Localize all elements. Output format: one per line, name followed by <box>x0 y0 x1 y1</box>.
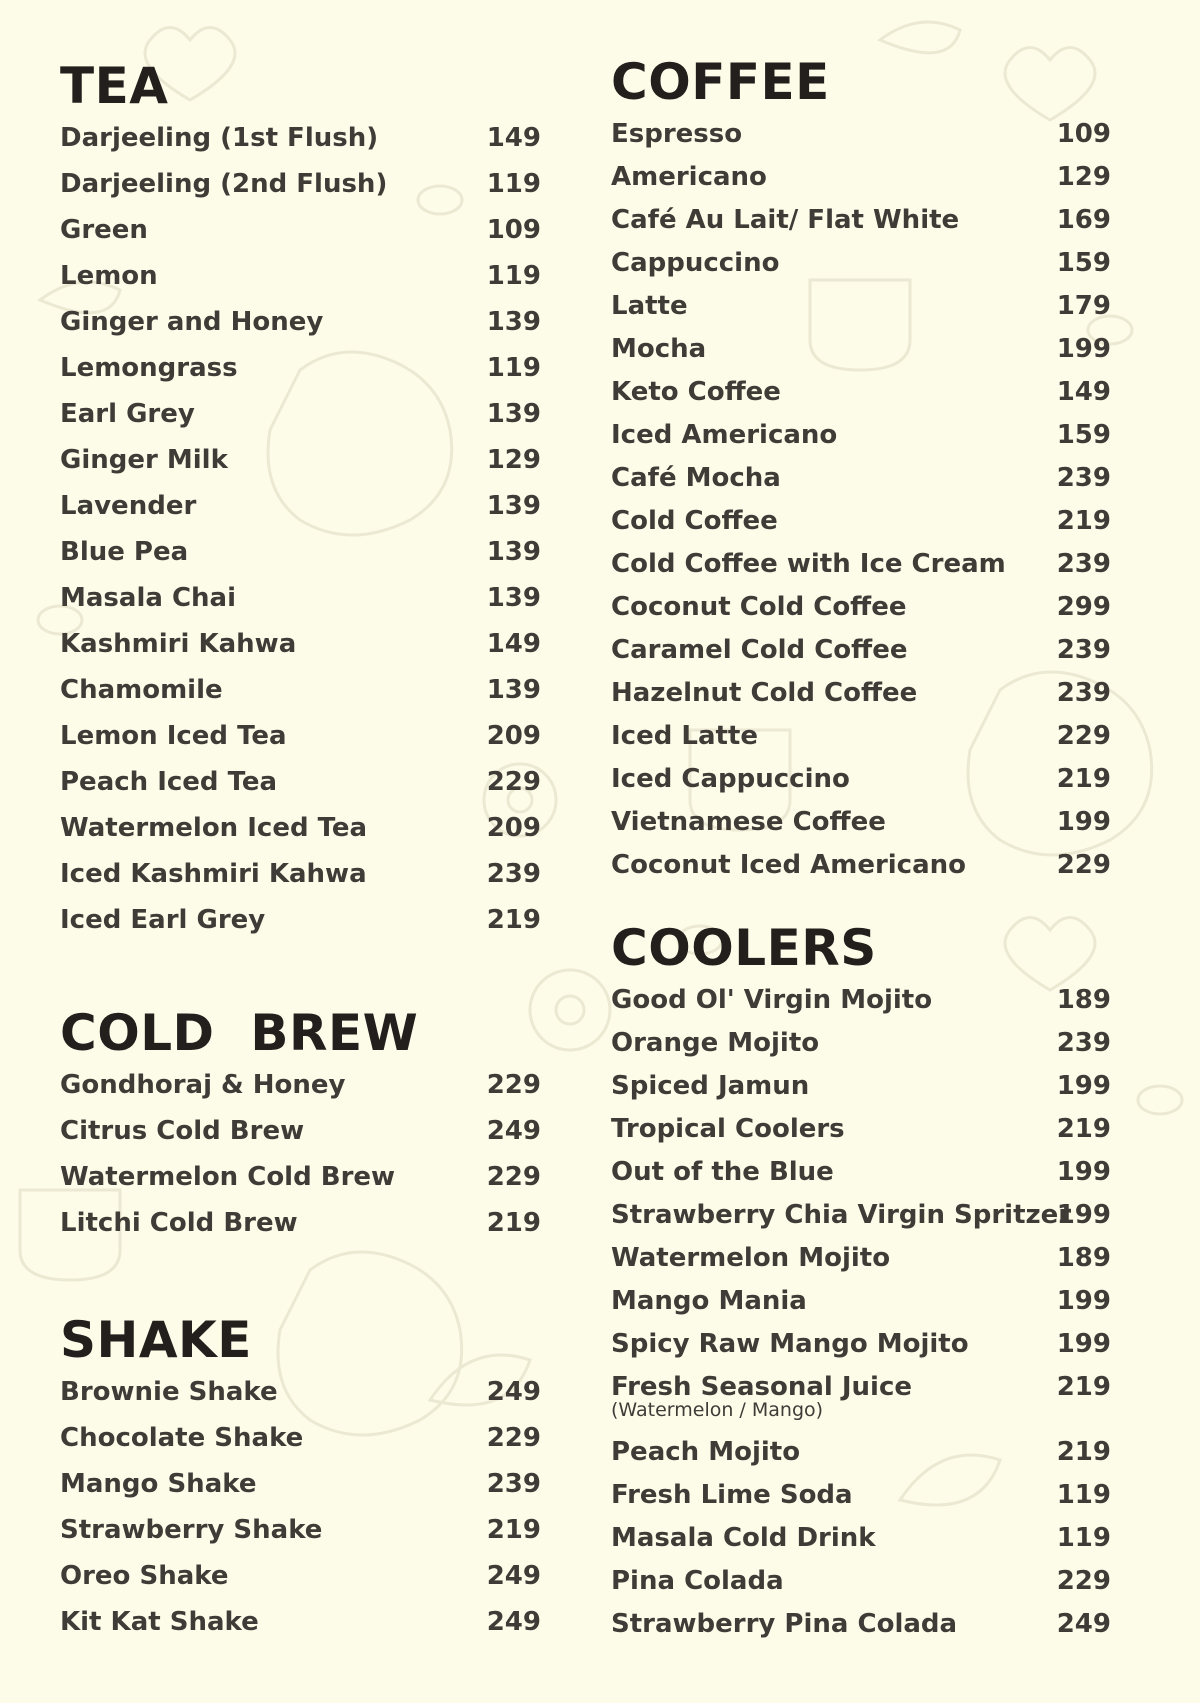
menu-item-price: 229 <box>486 767 541 797</box>
menu-item-name: Lemon Iced Tea <box>60 721 287 751</box>
menu-item <box>611 1436 1121 1468</box>
menu-item-price: 149 <box>486 123 541 153</box>
menu-item-price: 139 <box>486 583 541 613</box>
menu-item-price: 249 <box>486 1377 541 1407</box>
menu-item-price: 219 <box>1056 764 1111 794</box>
menu-item <box>611 462 1121 494</box>
menu-item-price: 119 <box>1056 1480 1111 1510</box>
menu-item <box>611 763 1121 795</box>
menu-item-name: Fresh Seasonal Juice <box>611 1372 912 1402</box>
menu-item-name: Coconut Iced Americano <box>611 850 967 880</box>
menu-item-name: Masala Chai <box>60 583 236 613</box>
menu-item-price: 139 <box>486 307 541 337</box>
menu-item-name: Lemon <box>60 261 158 291</box>
menu-item-name: Keto Coffee <box>611 377 781 407</box>
menu-item-price: 249 <box>486 1561 541 1591</box>
menu-item <box>611 161 1121 193</box>
menu-item <box>60 1069 550 1101</box>
menu-item <box>60 260 550 292</box>
menu-item-price: 119 <box>486 353 541 383</box>
menu-item-name: Americano <box>611 162 767 192</box>
menu-item-name: Café Au Lait/ Flat White <box>611 205 960 235</box>
menu-item <box>611 419 1121 451</box>
menu-item-name: Coconut Cold Coffee <box>611 592 907 622</box>
menu-item-name: Blue Pea <box>60 537 189 567</box>
menu-item-name: Darjeeling (2nd Flush) <box>60 169 388 199</box>
menu-item-name: Out of the Blue <box>611 1157 834 1187</box>
menu-item <box>611 720 1121 752</box>
coolers-section <box>611 920 1121 1651</box>
menu-item <box>60 1376 550 1408</box>
menu-item <box>611 1328 1121 1360</box>
menu-item-price: 209 <box>486 721 541 751</box>
menu-item-price: 229 <box>486 1162 541 1192</box>
menu-item-price: 129 <box>1056 162 1111 192</box>
menu-item-name: Chamomile <box>60 675 223 705</box>
menu-item <box>611 1156 1121 1188</box>
shake-section <box>60 1312 550 1652</box>
menu-item-price: 199 <box>1056 334 1111 364</box>
menu-item-name: Earl Grey <box>60 399 195 429</box>
menu-item-name: Watermelon Cold Brew <box>60 1162 396 1192</box>
menu-item-price: 219 <box>1056 1437 1111 1467</box>
menu-item-price: 249 <box>1056 1609 1111 1639</box>
menu-item <box>60 1560 550 1592</box>
menu-item <box>60 674 550 706</box>
menu-item <box>60 1422 550 1454</box>
menu-item-price: 229 <box>486 1423 541 1453</box>
menu-item <box>611 1113 1121 1145</box>
coffee-section <box>611 54 1121 892</box>
menu-item <box>611 376 1121 408</box>
menu-item-price: 219 <box>486 1208 541 1238</box>
coffee-title: COFFEE <box>611 53 830 111</box>
menu-item-name: Iced Kashmiri Kahwa <box>60 859 367 889</box>
menu-item-price: 159 <box>1056 420 1111 450</box>
menu-item-name: Hazelnut Cold Coffee <box>611 678 918 708</box>
menu-item-price: 139 <box>486 491 541 521</box>
menu-item-name: Watermelon Iced Tea <box>60 813 368 843</box>
shake-list <box>60 1376 550 1652</box>
menu-item-name: Peach Iced Tea <box>60 767 278 797</box>
menu-item-price: 139 <box>486 537 541 567</box>
menu-item-name: Ginger and Honey <box>60 307 324 337</box>
menu-item <box>60 1606 550 1638</box>
menu-item-price: 219 <box>1056 1372 1111 1402</box>
menu-item-name: Brownie Shake <box>60 1377 278 1407</box>
menu-item-name: Kashmiri Kahwa <box>60 629 297 659</box>
menu-item-price: 139 <box>486 399 541 429</box>
menu-item <box>611 1070 1121 1102</box>
menu-item <box>611 247 1121 279</box>
menu-item-price: 119 <box>486 261 541 291</box>
menu-item <box>60 812 550 844</box>
menu-item-note: (Watermelon / Mango) <box>611 1399 824 1421</box>
menu-item-name: Ginger Milk <box>60 445 228 475</box>
menu-item-name: Masala Cold Drink <box>611 1523 876 1553</box>
menu-item-price: 229 <box>486 1070 541 1100</box>
menu-item-price: 239 <box>486 1469 541 1499</box>
menu-item-price: 219 <box>486 1515 541 1545</box>
menu-item-price: 119 <box>486 169 541 199</box>
coolers-list <box>611 984 1121 1651</box>
menu-item-price: 239 <box>1056 1028 1111 1058</box>
menu-item-name: Fresh Lime Soda <box>611 1480 853 1510</box>
menu-item-name: Mango Shake <box>60 1469 257 1499</box>
menu-item-name: Mocha <box>611 334 707 364</box>
menu-item-name: Spicy Raw Mango Mojito <box>611 1329 969 1359</box>
menu-item <box>611 204 1121 236</box>
menu-item-price: 129 <box>486 445 541 475</box>
menu-item-name: Kit Kat Shake <box>60 1607 259 1637</box>
menu-item-price: 199 <box>1056 1200 1111 1230</box>
menu-item <box>60 444 550 476</box>
menu-item-name: Pina Colada <box>611 1566 784 1596</box>
menu-item-name: Tropical Coolers <box>611 1114 845 1144</box>
menu-item <box>60 1468 550 1500</box>
menu-item-name: Vietnamese Coffee <box>611 807 886 837</box>
menu-item-price: 109 <box>1056 119 1111 149</box>
menu-item-price: 219 <box>486 905 541 935</box>
menu-item <box>60 1514 550 1546</box>
menu-item <box>60 398 550 430</box>
menu-item <box>611 290 1121 322</box>
menu-item-price: 219 <box>1056 506 1111 536</box>
menu-item-price: 299 <box>1056 592 1111 622</box>
menu-item <box>611 1371 1121 1421</box>
menu-item <box>60 306 550 338</box>
menu-item-name: Strawberry Shake <box>60 1515 323 1545</box>
menu-item <box>611 677 1121 709</box>
menu-item <box>60 214 550 246</box>
menu-item-price: 189 <box>1056 985 1111 1015</box>
menu-item-name: Lavender <box>60 491 197 521</box>
coffee-list <box>611 118 1121 892</box>
tea-section <box>60 58 550 950</box>
menu-item-price: 239 <box>1056 635 1111 665</box>
cold-brew-section <box>60 1005 550 1253</box>
menu-item-price: 239 <box>1056 463 1111 493</box>
menu-item-name: Oreo Shake <box>60 1561 229 1591</box>
menu-item-price: 199 <box>1056 1071 1111 1101</box>
menu-item-name: Strawberry Pina Colada <box>611 1609 958 1639</box>
menu-item <box>60 582 550 614</box>
menu-item-price: 139 <box>486 675 541 705</box>
menu-item-name: Orange Mojito <box>611 1028 820 1058</box>
menu-item <box>60 858 550 890</box>
menu-item <box>611 118 1121 150</box>
menu-item-name: Cappuccino <box>611 248 780 278</box>
menu-item-price: 189 <box>1056 1243 1111 1273</box>
menu-item <box>611 806 1121 838</box>
menu-item-price: 219 <box>1056 1114 1111 1144</box>
menu-item-price: 199 <box>1056 1286 1111 1316</box>
menu-item <box>60 1207 550 1239</box>
menu-item-price: 199 <box>1056 1157 1111 1187</box>
menu-item <box>60 168 550 200</box>
menu-item-name: Iced Cappuccino <box>611 764 850 794</box>
menu-item <box>611 548 1121 580</box>
menu-item-price: 159 <box>1056 248 1111 278</box>
cold-brew-list <box>60 1069 550 1253</box>
menu-item-name: Iced Earl Grey <box>60 905 266 935</box>
menu-item-name: Chocolate Shake <box>60 1423 304 1453</box>
menu-item-price: 239 <box>1056 678 1111 708</box>
menu-item-name: Espresso <box>611 119 743 149</box>
menu-item-name: Latte <box>611 291 688 321</box>
menu-item-name: Peach Mojito <box>611 1437 801 1467</box>
menu-item-name: Caramel Cold Coffee <box>611 635 908 665</box>
menu-item <box>60 720 550 752</box>
menu-item <box>60 490 550 522</box>
menu-item-name: Good Ol' Virgin Mojito <box>611 985 933 1015</box>
menu-item <box>611 1522 1121 1554</box>
coolers-title: COOLERS <box>611 919 877 977</box>
menu-item-name: Cold Coffee <box>611 506 778 536</box>
menu-item-price: 149 <box>486 629 541 659</box>
menu-item-name: Watermelon Mojito <box>611 1243 891 1273</box>
menu-item-name: Citrus Cold Brew <box>60 1116 305 1146</box>
menu-item-price: 239 <box>486 859 541 889</box>
menu-item-price: 119 <box>1056 1523 1111 1553</box>
menu-item <box>60 766 550 798</box>
cold-brew-title: COLD BREW <box>60 1004 419 1062</box>
menu-item-price: 229 <box>1056 1566 1111 1596</box>
menu-item <box>611 1199 1121 1231</box>
menu-item-price: 149 <box>1056 377 1111 407</box>
menu-item-price: 109 <box>486 215 541 245</box>
menu-item-name: Litchi Cold Brew <box>60 1208 298 1238</box>
menu-item <box>611 1565 1121 1597</box>
menu-item-name: Iced Americano <box>611 420 838 450</box>
menu-item <box>611 1027 1121 1059</box>
menu-item <box>611 984 1121 1016</box>
menu-item-price: 229 <box>1056 721 1111 751</box>
menu-item-name: Green <box>60 215 148 245</box>
menu-item <box>611 634 1121 666</box>
menu-item <box>611 1285 1121 1317</box>
shake-title: SHAKE <box>60 1311 252 1369</box>
menu-item-price: 249 <box>486 1607 541 1637</box>
menu-item <box>611 849 1121 881</box>
menu-item <box>60 1161 550 1193</box>
menu-item-name: Cold Coffee with Ice Cream <box>611 549 1006 579</box>
menu-item <box>611 1479 1121 1511</box>
menu-item <box>60 1115 550 1147</box>
menu-item-name: Gondhoraj & Honey <box>60 1070 346 1100</box>
menu-item <box>611 505 1121 537</box>
menu-item-name: Mango Mania <box>611 1286 807 1316</box>
menu-item <box>611 1242 1121 1274</box>
menu-item-price: 199 <box>1056 1329 1111 1359</box>
menu-item <box>611 591 1121 623</box>
menu-item-name: Darjeeling (1st Flush) <box>60 123 379 153</box>
menu-item <box>60 904 550 936</box>
menu-item-price: 239 <box>1056 549 1111 579</box>
menu-item-price: 249 <box>486 1116 541 1146</box>
menu-item <box>611 333 1121 365</box>
menu-item-name: Café Mocha <box>611 463 781 493</box>
tea-list <box>60 122 550 950</box>
menu-item-name: Iced Latte <box>611 721 758 751</box>
menu-item <box>60 122 550 154</box>
menu-item-price: 169 <box>1056 205 1111 235</box>
menu-item-price: 179 <box>1056 291 1111 321</box>
menu-item-price: 199 <box>1056 807 1111 837</box>
menu-item <box>60 536 550 568</box>
menu-item-name: Spiced Jamun <box>611 1071 810 1101</box>
tea-title: TEA <box>60 57 169 115</box>
menu-item <box>60 352 550 384</box>
menu-item-price: 229 <box>1056 850 1111 880</box>
menu-item-name: Lemongrass <box>60 353 238 383</box>
menu-item <box>60 628 550 660</box>
menu-item-name: Strawberry Chia Virgin Spritzer <box>611 1200 1072 1230</box>
menu-item-price: 209 <box>486 813 541 843</box>
menu-item <box>611 1608 1121 1640</box>
